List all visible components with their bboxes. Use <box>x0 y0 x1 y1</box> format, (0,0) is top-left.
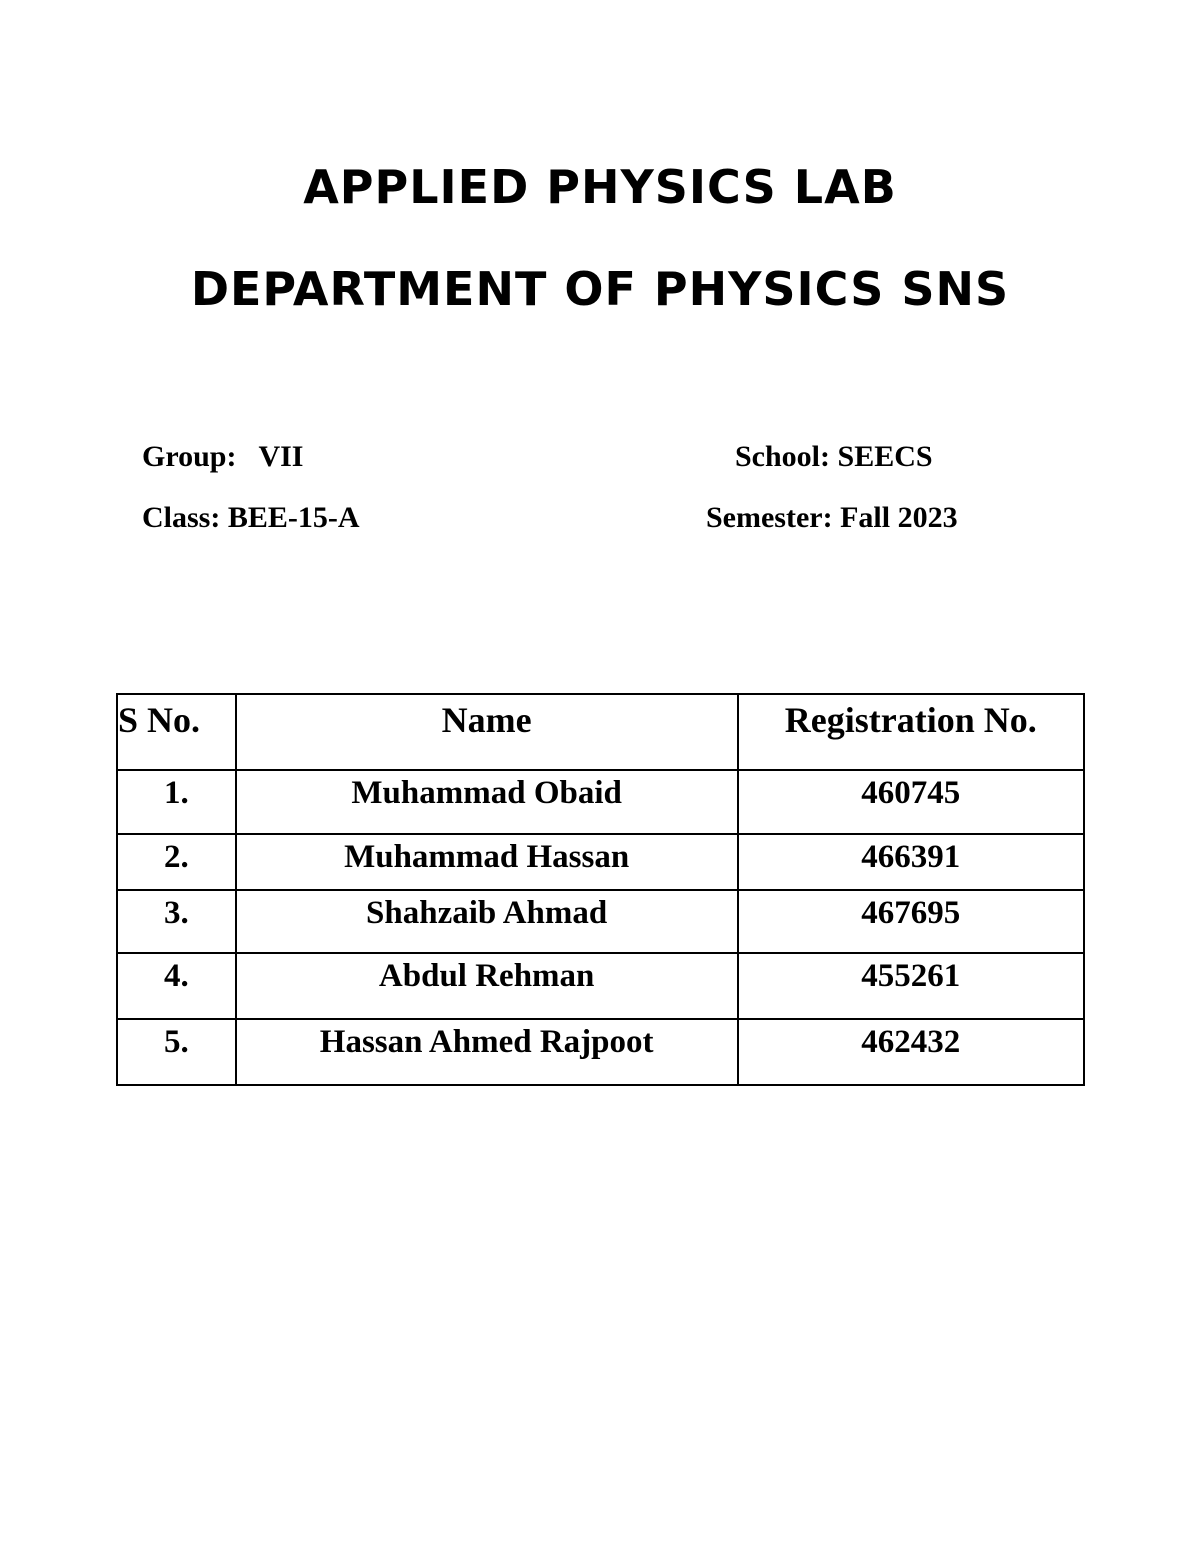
cell-name: Muhammad Hassan <box>236 834 738 890</box>
class-label: Class: <box>142 501 221 534</box>
group-label: Group: <box>142 440 237 473</box>
cell-name: Muhammad Obaid <box>236 770 738 834</box>
table-row <box>117 953 1084 1019</box>
group-members-table <box>116 693 1085 1086</box>
class-value: BEE-15-A <box>227 501 360 534</box>
table-header-row <box>117 694 1084 770</box>
semester-value: Fall 2023 <box>840 501 958 534</box>
table-row <box>117 770 1084 834</box>
cell-name: Hassan Ahmed Rajpoot <box>236 1019 738 1085</box>
cell-sno: 2. <box>117 834 236 890</box>
header-registration: Registration No. <box>738 694 1084 770</box>
cell-name: Shahzaib Ahmad <box>236 890 738 953</box>
semester-info <box>706 501 958 535</box>
cell-sno: 3. <box>117 890 236 953</box>
cell-sno: 5. <box>117 1019 236 1085</box>
semester-label: Semester: <box>706 501 833 534</box>
header-name: Name <box>236 694 738 770</box>
document-title: APPLIED PHYSICS LAB <box>303 160 897 214</box>
school-value: SEECS <box>837 440 933 473</box>
table-row <box>117 834 1084 890</box>
header-sno: S No. <box>117 694 236 770</box>
school-info <box>735 440 933 474</box>
table-row <box>117 1019 1084 1085</box>
cell-registration: 462432 <box>738 1019 1084 1085</box>
cell-registration: 467695 <box>738 890 1084 953</box>
group-info <box>142 440 303 474</box>
cell-registration: 466391 <box>738 834 1084 890</box>
group-value: VII <box>258 440 304 473</box>
school-label: School: <box>735 440 831 473</box>
cell-registration: 455261 <box>738 953 1084 1019</box>
cell-sno: 1. <box>117 770 236 834</box>
department-title: DEPARTMENT OF PHYSICS SNS <box>190 262 1010 316</box>
cell-registration: 460745 <box>738 770 1084 834</box>
cell-name: Abdul Rehman <box>236 953 738 1019</box>
class-info <box>142 501 360 535</box>
cell-sno: 4. <box>117 953 236 1019</box>
table-row <box>117 890 1084 953</box>
